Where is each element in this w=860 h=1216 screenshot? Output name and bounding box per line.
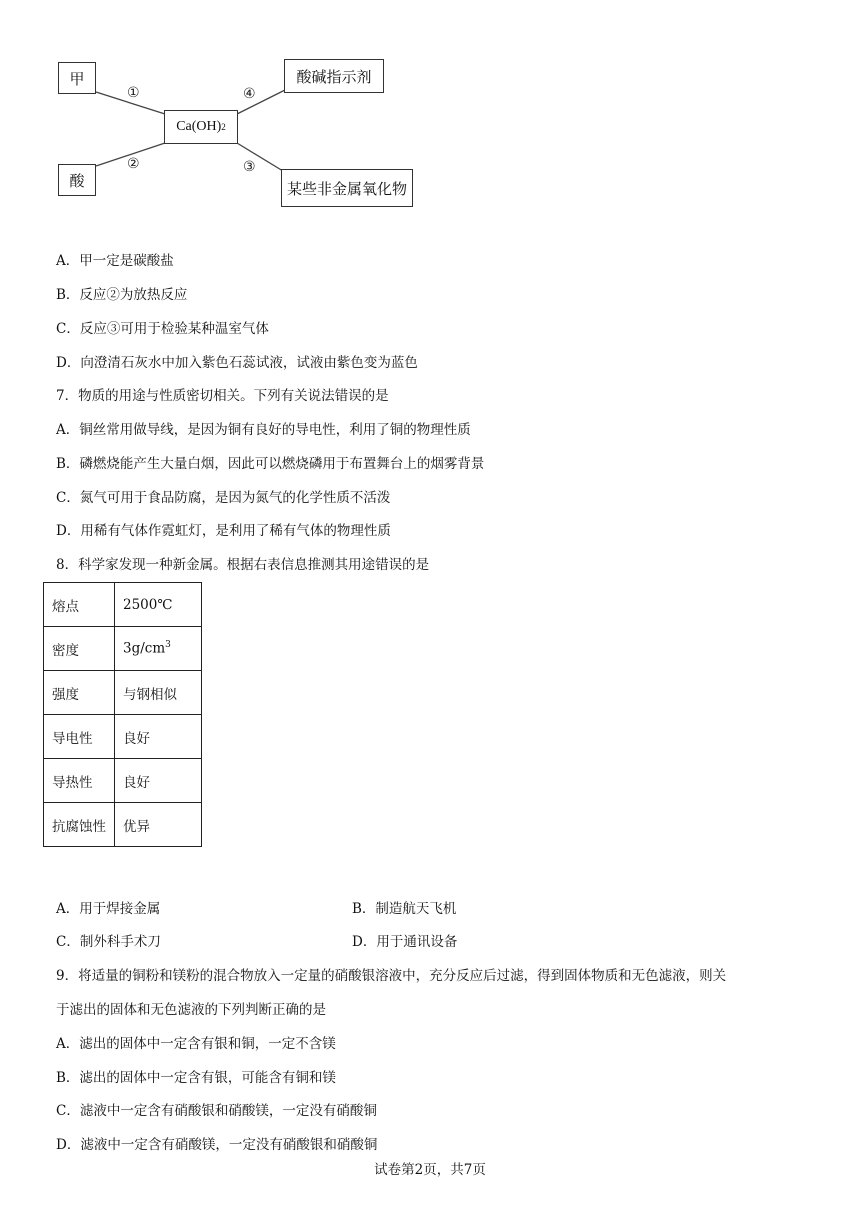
q9-stem-line2: 于滤出的固体和无色滤液的下列判断正确的是 [56, 1002, 326, 1018]
label-reaction-2: ② [127, 156, 140, 172]
q8-option-b: B．制造航天飞机 [352, 901, 457, 917]
box-indicator: 酸碱指示剂 [284, 59, 384, 93]
table-value: 优异 [115, 803, 202, 847]
q6-option-c: C．反应③可用于检验某种温室气体 [56, 321, 269, 337]
table-row [44, 627, 202, 671]
table-key: 密度 [44, 627, 115, 671]
q7-stem: 7．物质的用途与性质密切相关。下列有关说法错误的是 [56, 388, 389, 404]
q9-stem-line1: 9．将适量的铜粉和镁粉的混合物放入一定量的硝酸银溶液中，充分反应后过滤，得到固体物质和无色滤液，则关 [56, 968, 727, 984]
box-jia: 甲 [58, 62, 96, 94]
q8-option-a: A．用于焊接金属 [56, 901, 161, 917]
table-value: 良好 [115, 759, 202, 803]
q8-option-c: C．制外科手术刀 [56, 934, 161, 950]
q7-option-c: C．氮气可用于食品防腐，是因为氮气的化学性质不活泼 [56, 490, 391, 506]
metal-properties-table [43, 582, 202, 847]
center-formula: Ca(OH) [176, 119, 222, 134]
table-key: 导电性 [44, 715, 115, 759]
density-sup: 3 [165, 640, 171, 651]
table-key: 强度 [44, 671, 115, 715]
q8-stem: 8．科学家发现一种新金属。根据右表信息推测其用途错误的是 [56, 557, 430, 573]
table-value: 2500℃ [115, 583, 202, 627]
density-value: 3g/cm [123, 640, 166, 657]
table-value: 与钢相似 [115, 671, 202, 715]
table-key: 抗腐蚀性 [44, 803, 115, 847]
box-acid: 酸 [58, 164, 96, 196]
table-value-density [115, 627, 202, 671]
table-row [44, 671, 202, 715]
q9-option-d: D．滤液中一定含有硝酸镁，一定没有硝酸银和硝酸铜 [56, 1137, 378, 1153]
q6-option-d: D．向澄清石灰水中加入紫色石蕊试液，试液由紫色变为蓝色 [56, 355, 418, 371]
table-key: 熔点 [44, 583, 115, 627]
q6-option-b: B．反应②为放热反应 [56, 287, 188, 303]
q7-option-a: A．铜丝常用做导线，是因为铜有良好的导电性，利用了铜的物理性质 [56, 422, 471, 438]
table-row [44, 583, 202, 627]
q6-option-a: A．甲一定是碳酸盐 [56, 253, 174, 269]
table-row [44, 715, 202, 759]
label-reaction-4: ④ [243, 86, 256, 102]
q7-option-b: B．磷燃烧能产生大量白烟，因此可以燃烧磷用于布置舞台上的烟雾背景 [56, 456, 485, 472]
q9-option-a: A．滤出的固体中一定含有银和铜，一定不含镁 [56, 1036, 336, 1052]
center-formula-sub: 2 [221, 122, 226, 132]
q9-option-c: C．滤液中一定含有硝酸银和硝酸镁，一定没有硝酸铜 [56, 1103, 377, 1119]
q9-option-b: B．滤出的固体中一定含有银，可能含有铜和镁 [56, 1070, 336, 1086]
table-row [44, 803, 202, 847]
label-reaction-3: ③ [243, 159, 256, 175]
table-row [44, 759, 202, 803]
table-value: 良好 [115, 715, 202, 759]
page-footer: 试卷第2页，共7页 [374, 1162, 486, 1178]
table-key: 导热性 [44, 759, 115, 803]
box-nonmetal-oxide: 某些非金属氧化物 [281, 169, 413, 207]
box-calcium-hydroxide [164, 110, 238, 144]
q8-option-d: D．用于通讯设备 [352, 934, 458, 950]
label-reaction-1: ① [127, 85, 140, 101]
reaction-diagram [0, 0, 420, 220]
q7-option-d: D．用稀有气体作霓虹灯，是利用了稀有气体的物理性质 [56, 523, 391, 539]
